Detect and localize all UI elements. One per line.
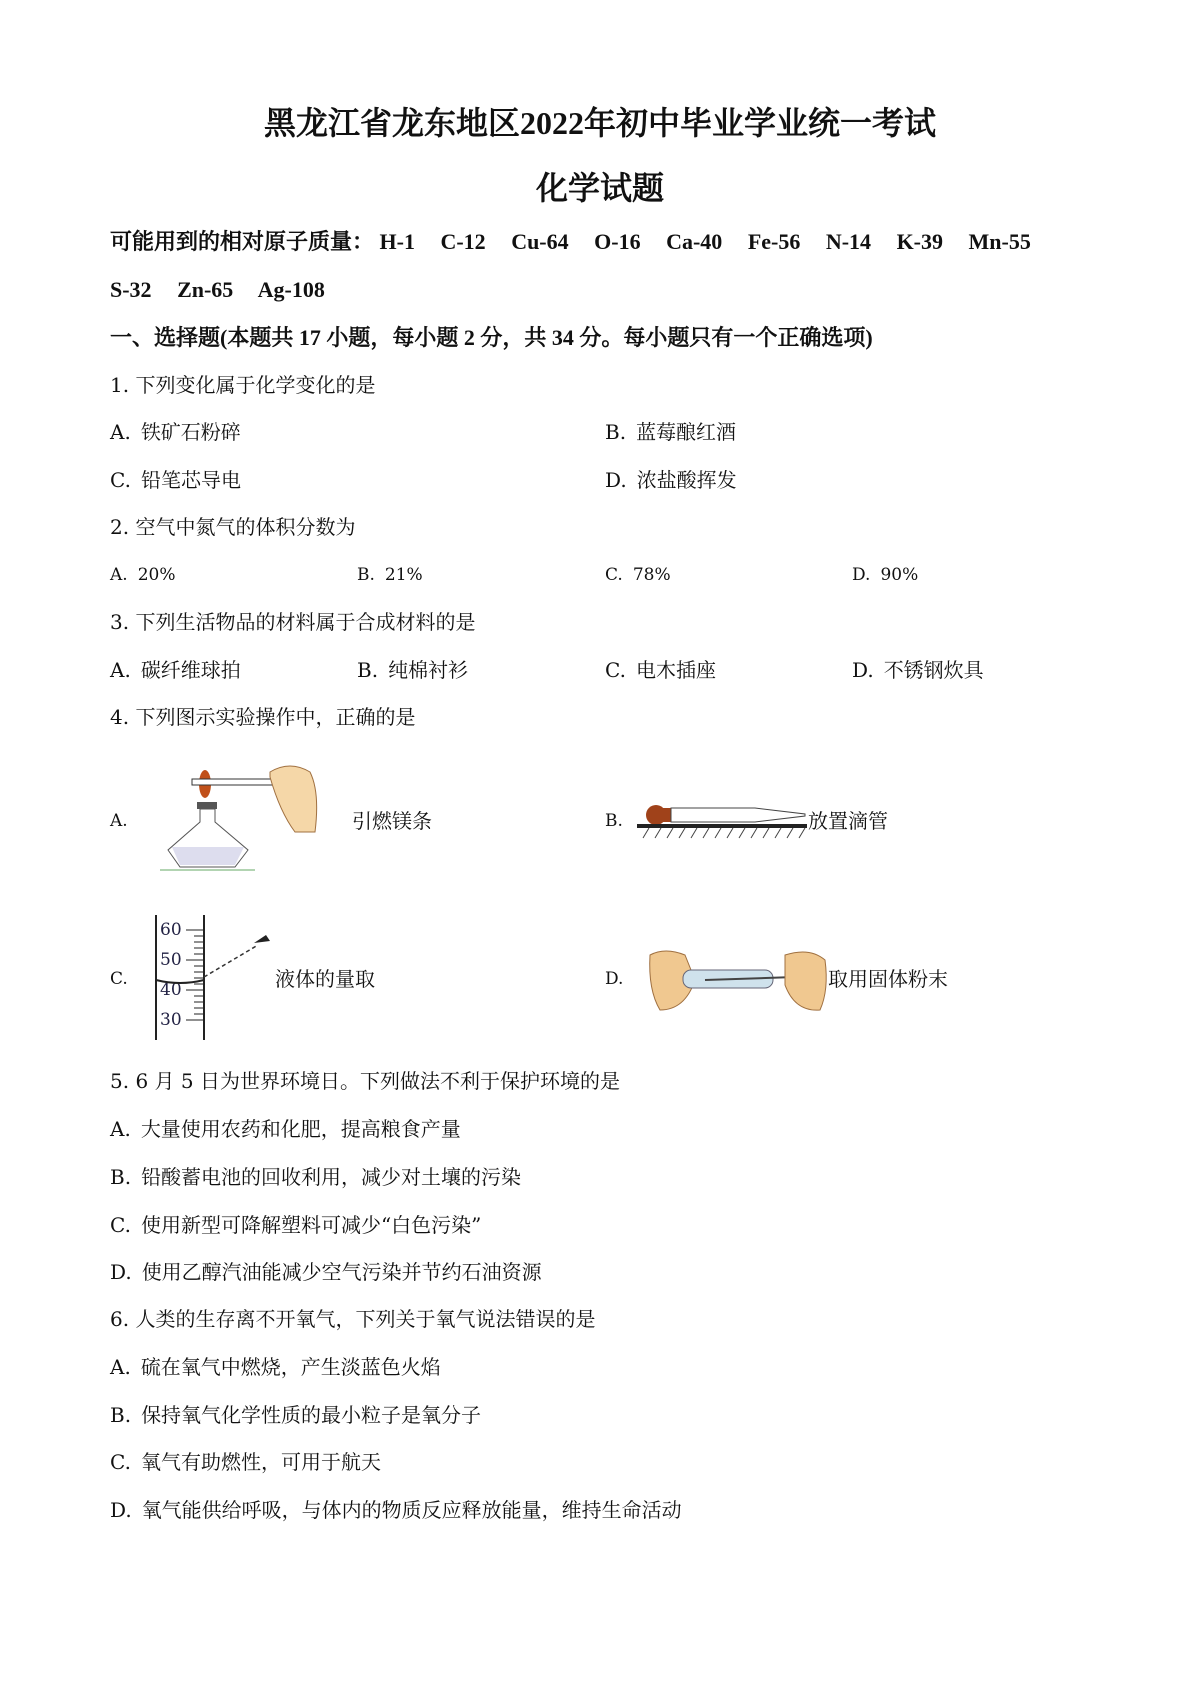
test-tube-powder-figure xyxy=(645,945,830,1015)
q3-option-b xyxy=(357,657,468,683)
q4-option-a-text: 引燃镁条 xyxy=(352,809,432,833)
option-label: C. xyxy=(605,658,626,682)
option-label: A. xyxy=(110,1355,131,1379)
option-text: 21% xyxy=(384,565,423,585)
question-1-stem: 1. 下列变化属于化学变化的是 xyxy=(110,373,376,397)
q4-option-b-label: B. xyxy=(605,811,623,831)
option-text: 90% xyxy=(880,565,919,585)
tick-label: 50 xyxy=(160,950,182,970)
alcohol-lamp-figure xyxy=(160,762,350,877)
exam-subtitle: 化学试题 xyxy=(535,170,664,206)
q1-option-a xyxy=(110,419,241,445)
question-6-stem: 6. 人类的生存离不开氧气，下列关于氧气说法错误的是 xyxy=(110,1307,596,1331)
option-text: 铅酸蓄电池的回收利用，减少对土壤的污染 xyxy=(141,1165,522,1189)
option-label: A. xyxy=(110,1117,131,1141)
option-text: 使用新型可降解塑料可减少“白色污染” xyxy=(140,1213,482,1237)
q3-option-c xyxy=(605,657,716,683)
magnesium-strip xyxy=(192,779,274,785)
q2-option-c xyxy=(605,562,671,588)
option-text: 大量使用农药和化肥，提高粮食产量 xyxy=(140,1117,461,1141)
mass: Ca-40 xyxy=(666,229,723,254)
option-text: 蓝莓酿红酒 xyxy=(636,420,737,444)
option-text: 硫在氧气中燃烧，产生淡蓝色火焰 xyxy=(140,1355,441,1379)
option-label: A. xyxy=(110,565,128,585)
option-label: D. xyxy=(852,658,874,682)
graduated-cylinder-figure xyxy=(150,915,280,1045)
option-text: 使用乙醇汽油能减少空气污染并节约石油资源 xyxy=(141,1260,542,1284)
atomic-masses-line-1 xyxy=(110,229,1051,255)
q1-option-b xyxy=(605,419,736,445)
q4-option-a-label: A. xyxy=(110,811,128,831)
q1-option-d xyxy=(605,467,737,493)
q5-option-a xyxy=(110,1116,461,1142)
exam-title: 黑龙江省龙东地区2022年初中毕业学业统一考试 xyxy=(263,105,936,141)
section-heading: 一、选择题(本题共 17 小题，每小题 2 分，共 34 分。每小题只有一个正确选项) xyxy=(110,325,873,350)
option-text: 碳纤维球拍 xyxy=(140,658,241,682)
question-3-stem: 3. 下列生活物品的材料属于合成材料的是 xyxy=(110,610,476,634)
q3-option-a xyxy=(110,657,241,683)
option-text: 20% xyxy=(137,565,176,585)
option-text: 铁矿石粉碎 xyxy=(140,420,241,444)
q4-option-b-text: 放置滴管 xyxy=(808,809,888,833)
q5-option-d xyxy=(110,1259,542,1285)
option-text: 浓盐酸挥发 xyxy=(636,468,737,492)
table-surface xyxy=(637,824,807,828)
mass: Fe-56 xyxy=(747,229,801,254)
table-hatching xyxy=(643,828,805,838)
option-label: B. xyxy=(357,565,375,585)
option-label: C. xyxy=(605,565,623,585)
question-4-stem: 4. 下列图示实验操作中，正确的是 xyxy=(110,705,416,729)
question-5-stem: 5. 6 月 5 日为世界环境日。下列做法不利于保护环境的是 xyxy=(110,1069,620,1093)
mass: Mn-55 xyxy=(968,229,1031,254)
option-label: C. xyxy=(110,468,131,492)
lamp-fuel xyxy=(172,847,244,865)
option-label: C. xyxy=(110,1213,131,1237)
option-label: C. xyxy=(110,1450,131,1474)
option-label: A. xyxy=(110,658,131,682)
sight-line xyxy=(204,945,258,977)
option-label: D. xyxy=(110,1498,132,1522)
option-text: 铅笔芯导电 xyxy=(140,468,241,492)
option-label: B. xyxy=(110,1403,132,1427)
hand-icon xyxy=(270,766,317,832)
q4-option-c-text: 液体的量取 xyxy=(275,967,375,991)
option-label: B. xyxy=(357,658,379,682)
atomic-masses-line-2 xyxy=(110,277,345,303)
dropper-figure xyxy=(635,800,810,840)
question-2-stem: 2. 空气中氮气的体积分数为 xyxy=(110,515,356,539)
tick-label: 60 xyxy=(160,920,182,940)
option-text: 氧气能供给呼吸，与体内的物质反应释放能量，维持生命活动 xyxy=(141,1498,682,1522)
dropper-collar xyxy=(659,808,671,822)
option-text: 氧气有助燃性，可用于航天 xyxy=(140,1450,381,1474)
q6-option-a xyxy=(110,1354,441,1380)
mass: H-1 xyxy=(379,229,415,254)
option-label: A. xyxy=(110,420,131,444)
option-text: 保持氧气化学性质的最小粒子是氧分子 xyxy=(141,1403,482,1427)
mass: O-16 xyxy=(594,229,641,254)
eye-icon xyxy=(254,935,270,943)
mass: K-39 xyxy=(896,229,944,254)
option-text: 电木插座 xyxy=(635,658,716,682)
q3-option-d xyxy=(852,657,984,683)
tick-label: 30 xyxy=(160,1010,182,1030)
right-hand-icon xyxy=(785,952,826,1010)
option-label: B. xyxy=(110,1165,132,1189)
q2-option-d xyxy=(852,562,918,588)
q4-option-c-label: C. xyxy=(110,969,128,989)
mass: Zn-65 xyxy=(177,277,234,302)
q6-option-d xyxy=(110,1497,682,1523)
atomic-masses-label: 可能用到的相对原子质量： xyxy=(110,229,375,254)
option-label: D. xyxy=(110,1260,132,1284)
option-text: 78% xyxy=(632,565,671,585)
option-text: 纯棉衬衫 xyxy=(388,658,469,682)
q2-option-b xyxy=(357,562,423,588)
mass: Cu-64 xyxy=(511,229,569,254)
lamp-cap xyxy=(197,802,217,809)
q6-option-b xyxy=(110,1402,481,1428)
mass: N-14 xyxy=(825,229,872,254)
q1-option-c xyxy=(110,467,241,493)
dropper-tube xyxy=(671,808,805,822)
option-label: D. xyxy=(852,565,871,585)
scale-ticks xyxy=(186,930,204,1020)
tick-label: 40 xyxy=(160,980,182,1000)
mass: Ag-108 xyxy=(257,277,325,302)
mass: C-12 xyxy=(440,229,486,254)
q5-option-c xyxy=(110,1212,481,1238)
mass: S-32 xyxy=(110,277,152,302)
q2-option-a xyxy=(110,562,175,588)
q5-option-b xyxy=(110,1164,521,1190)
q4-option-d-label: D. xyxy=(605,969,624,989)
option-label: B. xyxy=(605,420,627,444)
option-text: 不锈钢炊具 xyxy=(883,658,984,682)
q4-option-d-text: 取用固体粉末 xyxy=(828,967,948,991)
option-label: D. xyxy=(605,468,627,492)
q6-option-c xyxy=(110,1449,381,1475)
